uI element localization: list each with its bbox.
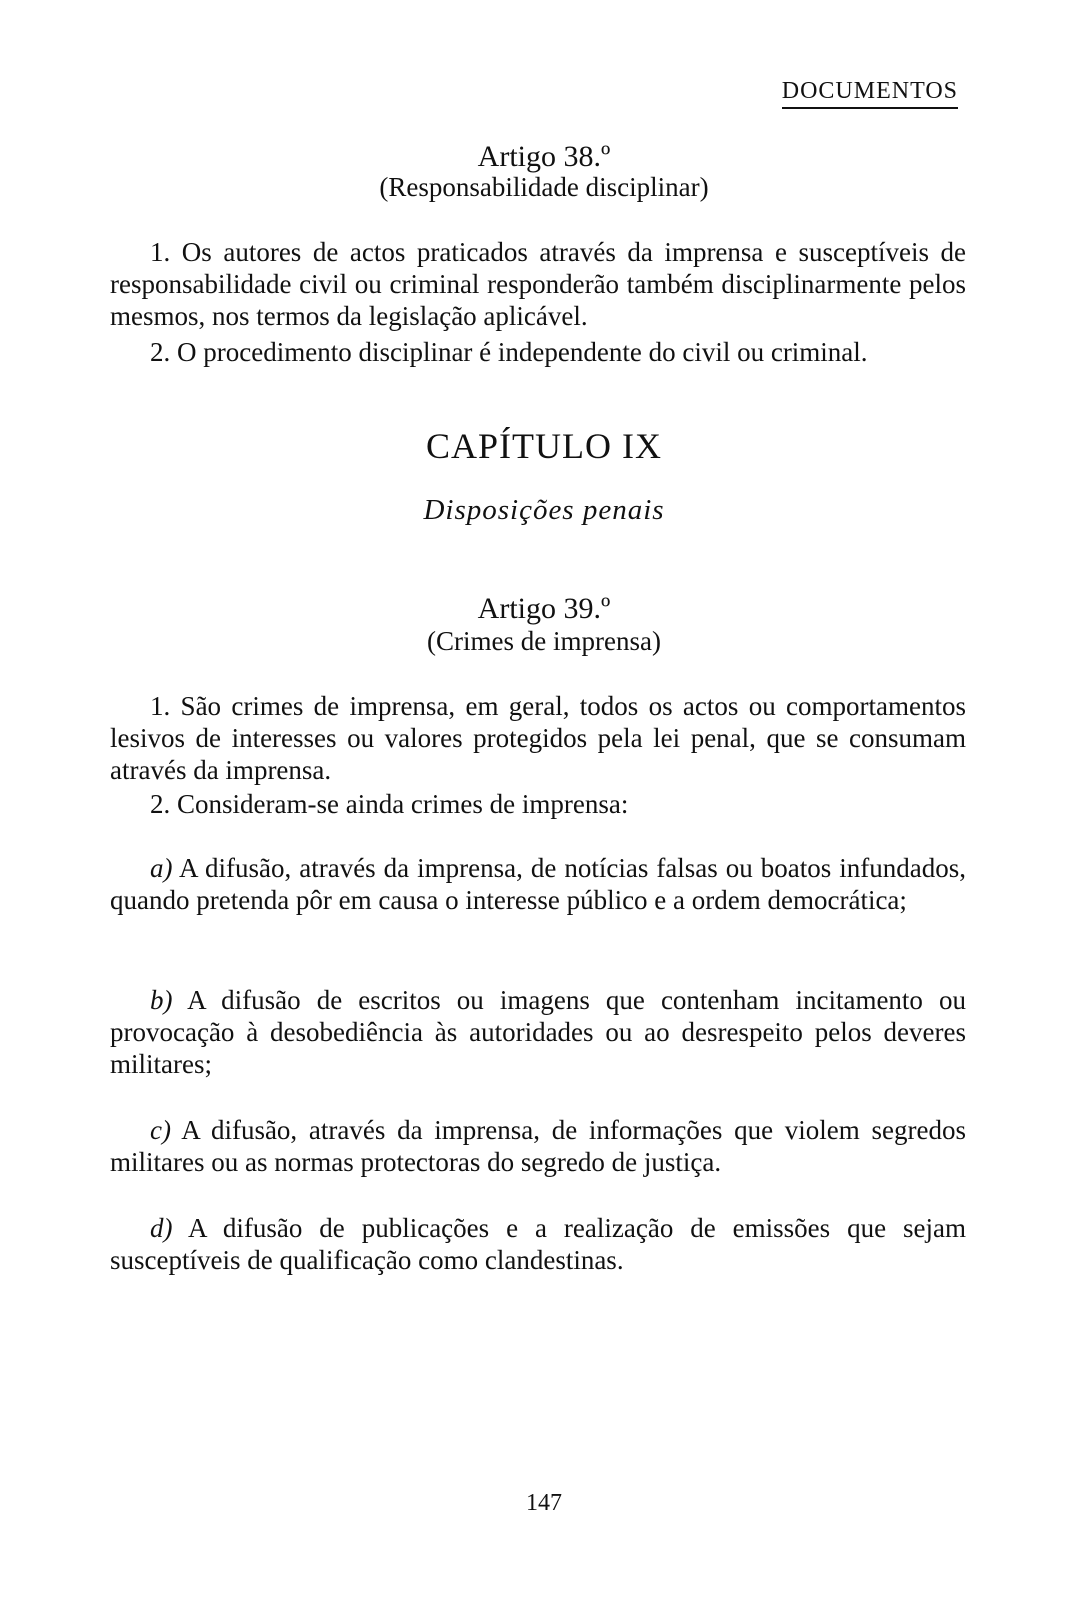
running-header: DOCUMENTOS xyxy=(782,78,958,109)
article-38-paragraph-1: 1. Os autores de actos praticados através da imprensa e susceptíveis de responsabilidade civil ou criminal responderão também disciplinarmente pelos mesmos, nos termos da legislação aplicável. xyxy=(110,237,966,331)
article-39-title: Artigo 39.º xyxy=(477,592,611,625)
article-38-paragraph-2: 2. O procedimento disciplinar é independente do civil ou criminal. xyxy=(150,337,868,367)
chapter-subtitle: Disposições penais xyxy=(423,494,665,526)
list-item-b: b) A difusão de escritos ou imagens que contenham incitamento ou provocação à desobediência às autoridades ou ao desrespeito pelos deveres militares; xyxy=(110,985,966,1079)
article-38-title: Artigo 38.º xyxy=(477,140,611,173)
list-item-c: c) A difusão, através da imprensa, de informações que violem segredos militares ou as normas protectoras do segredo de justiça. xyxy=(110,1115,966,1177)
page-number: 147 xyxy=(526,1490,562,1516)
list-item-d: d) A difusão de publicações e a realização de emissões que sejam susceptíveis de qualificação como clandestinas. xyxy=(110,1213,966,1275)
article-39-paragraph-1: 1. São crimes de imprensa, em geral, todos os actos ou comportamentos lesivos de interesses ou valores protegidos pela lei penal, que se consumam através da imprensa. xyxy=(110,691,966,785)
article-38-subtitle: (Responsabilidade disciplinar) xyxy=(379,172,709,202)
list-item-a: a) A difusão, através da imprensa, de notícias falsas ou boatos infundados, quando pretenda pôr em causa o interesse público e a ordem democrática; xyxy=(110,853,966,915)
article-39-subtitle: (Crimes de imprensa) xyxy=(427,626,661,656)
article-39-paragraph-2: 2. Consideram-se ainda crimes de imprensa: xyxy=(150,789,629,819)
chapter-title: CAPÍTULO IX xyxy=(426,426,662,466)
